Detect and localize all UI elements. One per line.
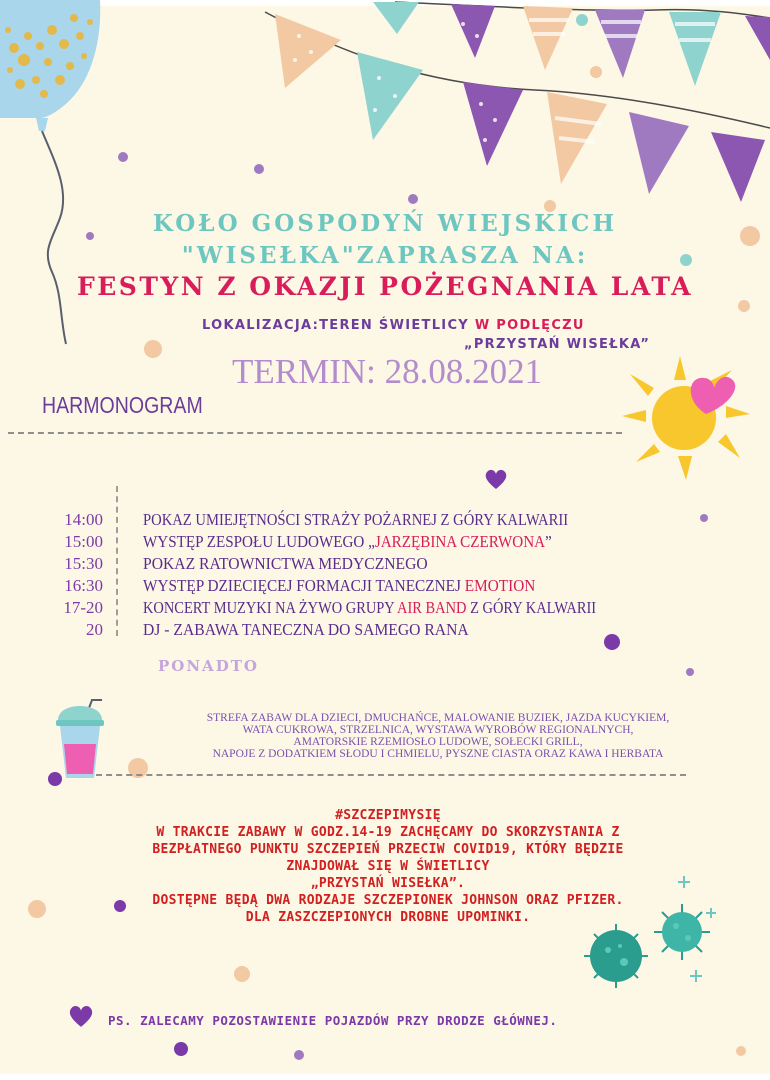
decor-dot <box>736 1046 746 1056</box>
bunting-flags-icon <box>255 0 770 215</box>
decor-dot <box>590 66 602 78</box>
decor-dot <box>294 1050 304 1060</box>
event-title: FESTYN Z OKAZJI POŻEGNANIA LATA <box>76 272 694 301</box>
organizer-line-2: "WISEŁKA"ZAPRASZA NA: <box>181 242 589 269</box>
schedule-time: 15:00 <box>64 532 103 551</box>
extras-line: WATA CUKROWA, STRZELNICA, WYSTAWA WYROBÓW REGIONALNYCH, <box>242 724 634 736</box>
decor-dot <box>576 14 588 26</box>
heart-icon <box>68 1004 94 1028</box>
divider-bottom <box>96 774 686 776</box>
location-venue: „PRZYSTAŃ WISEŁKA” <box>464 337 651 352</box>
schedule-event: WYSTĘP ZESPOŁU LUDOWEGO „JARZĘBINA CZERWONA” <box>143 532 552 551</box>
decor-dot <box>254 164 264 174</box>
vaccination-line: DLA ZASZCZEPIONYCH DROBNE UPOMINKI. <box>245 910 531 925</box>
drink-cup-icon <box>52 698 108 782</box>
schedule-time: 17-20 <box>63 598 103 617</box>
vaccination-line: #SZCZEPIMYSIĘ <box>335 808 441 823</box>
decor-dot <box>118 152 128 162</box>
virus-icon <box>580 870 720 990</box>
vaccination-line: ZNAJDOWAŁ SIĘ W ŚWIETLICY <box>286 859 490 874</box>
heart-icon <box>484 468 508 490</box>
schedule-event: POKAZ RATOWNICTWA MEDYCZNEGO <box>143 554 428 573</box>
extras-line: NAPOJE Z DODATKIEM SŁODU I CHMIELU, PYSZNE CIASTA ORAZ KAWA I HERBATA <box>212 748 664 760</box>
schedule-time: 20 <box>86 620 103 639</box>
event-date: TERMIN: 28.08.2021 <box>232 352 543 391</box>
schedule-heading: HARMONOGRAM <box>42 392 203 418</box>
vaccination-line: DOSTĘPNE BĘDĄ DWA RODZAJE SZCZEPIONEK JOHNSON ORAZ PFIZER. <box>152 893 624 908</box>
schedule-time: 15:30 <box>64 554 103 573</box>
decor-dot <box>700 514 708 522</box>
extras-line: STREFA ZABAW DLA DZIECI, DMUCHAŃCE, MALOWANIE BUZIEK, JAZDA KUCYKIEM, <box>206 712 670 724</box>
sun-icon <box>622 356 752 480</box>
extras-heading: PONADTO <box>158 657 259 675</box>
parking-note: PS. ZALECAMY POZOSTAWIENIE POJAZDÓW PRZY DRODZE GŁÓWNEJ. <box>108 1013 558 1028</box>
page-border-bottom <box>0 1074 770 1080</box>
decor-dot <box>174 1042 188 1056</box>
location-label: LOKALIZACJA:TEREN ŚWIETLICY <box>202 318 469 333</box>
decor-dot <box>408 194 418 204</box>
decor-dot <box>144 340 162 358</box>
schedule-event: WYSTĘP DZIECIĘCEJ FORMACJI TANECZNEJ EMOTION <box>143 576 536 595</box>
divider-top <box>8 432 622 434</box>
schedule-time: 14:00 <box>64 510 103 529</box>
decor-dot <box>604 634 620 650</box>
location-line <box>202 318 585 333</box>
vaccination-line: BEZPŁATNEGO PUNKTU SZCZEPIEŃ PRZECIW COVID19, KTÓRY BĘDZIE <box>152 842 624 857</box>
schedule-divider <box>116 486 118 636</box>
schedule-event: POKAZ UMIEJĘTNOŚCI STRAŻY POŻARNEJ Z GÓRY KALWARII <box>143 510 569 529</box>
vaccination-line: „PRZYSTAŃ WISEŁKA”. <box>310 876 466 891</box>
decor-dot <box>738 300 750 312</box>
decor-dot <box>686 668 694 676</box>
extras-line: AMATORSKIE RZEMIOSŁO LUDOWE, SOŁECKI GRILL, <box>293 736 583 748</box>
location-village: W PODLĘCZU <box>469 318 585 333</box>
vaccination-line: W TRAKCIE ZABAWY W GODZ.14-19 ZACHĘCAMY DO SKORZYSTANIA Z <box>156 825 620 840</box>
organizer-line-1: KOŁO GOSPODYŃ WIEJSKICH <box>152 210 618 237</box>
decor-dot <box>234 966 250 982</box>
schedule-event: KONCERT MUZYKI NA ŻYWO GRUPY AIR BAND Z GÓRY KALWARII <box>143 598 597 617</box>
schedule-event: DJ - ZABAWA TANECZNA DO SAMEGO RANA <box>143 620 469 639</box>
schedule-time: 16:30 <box>64 576 103 595</box>
